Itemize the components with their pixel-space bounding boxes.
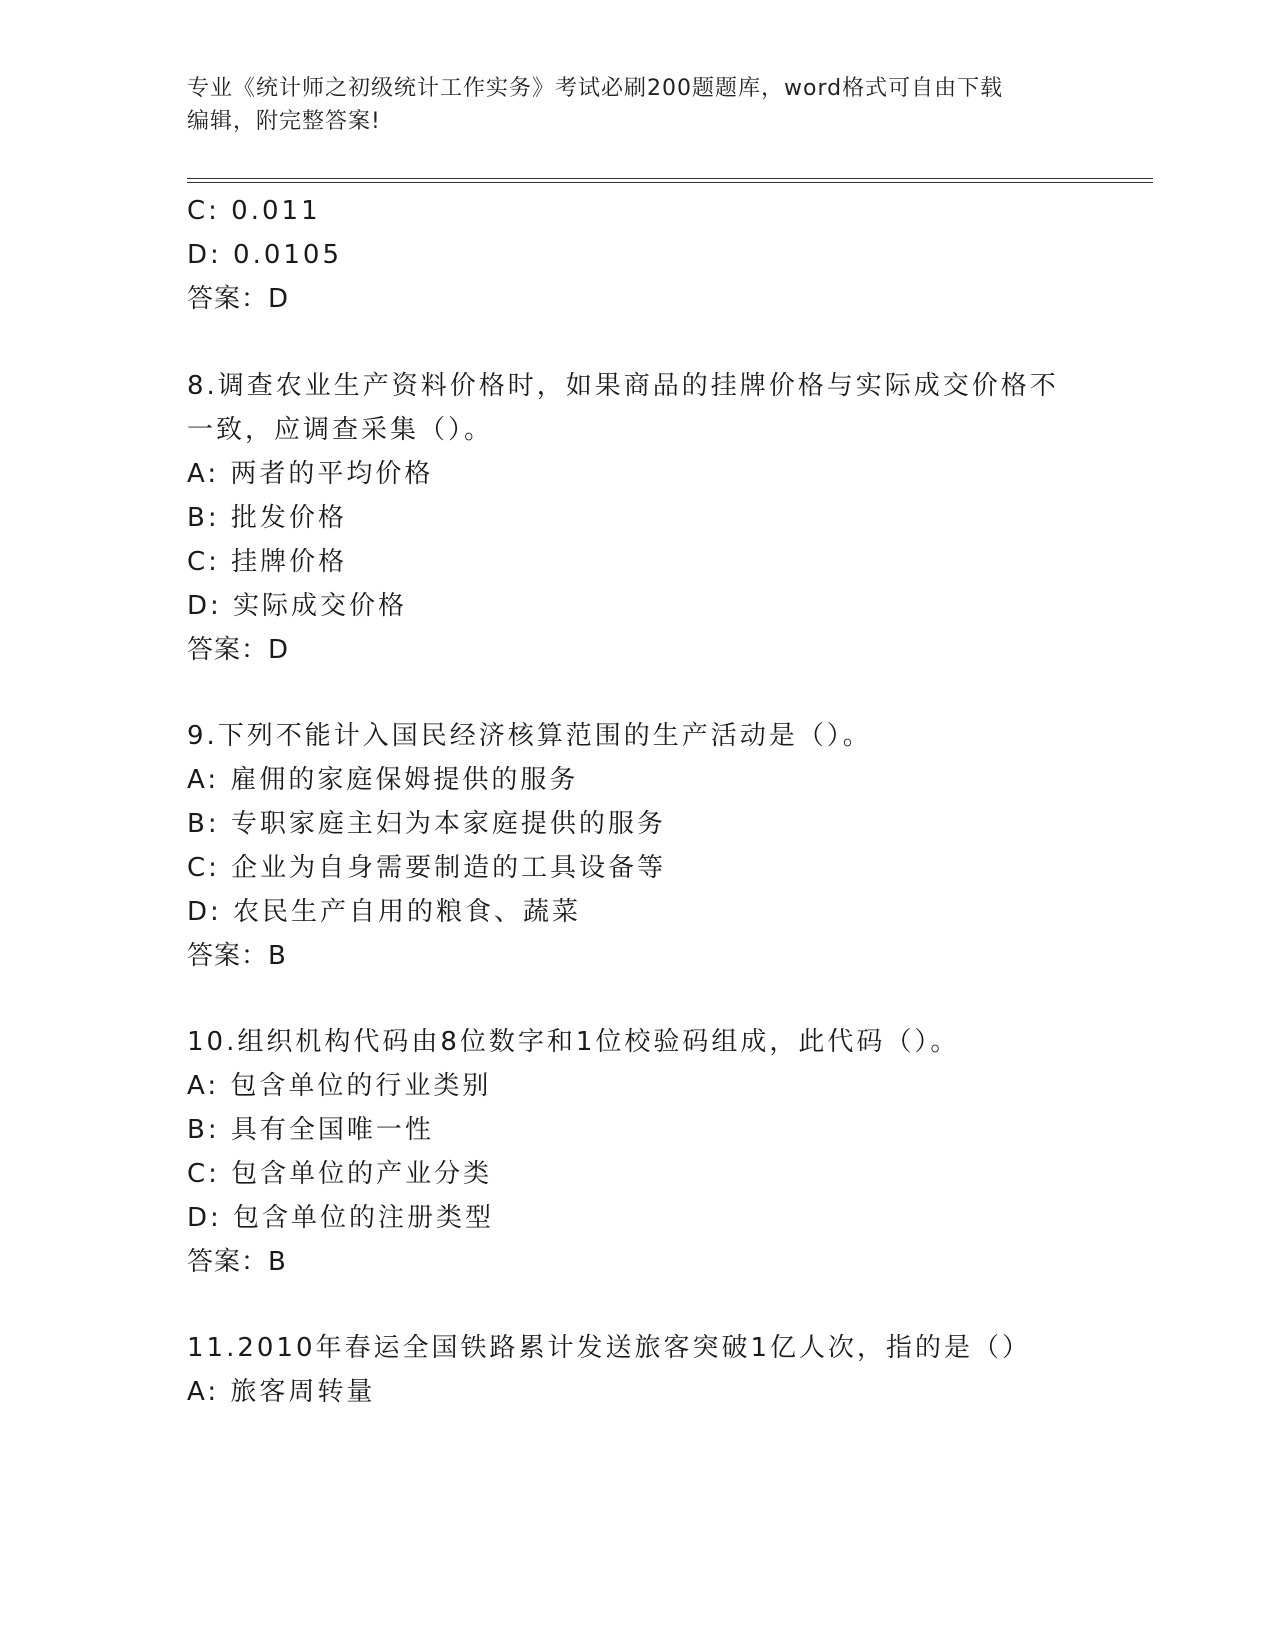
q10-option-c: C: 包含单位的产业分类 — [187, 1159, 493, 1189]
q10-option-d: D: 包含单位的注册类型 — [187, 1203, 495, 1233]
q8-stem-line2: 一致，应调查采集（）。 — [187, 415, 494, 445]
q9-option-d: D: 农民生产自用的粮食、蔬菜 — [187, 897, 582, 927]
header-divider-top — [187, 178, 1153, 179]
q8-option-b: B: 批发价格 — [187, 503, 347, 533]
q8-option-c: C: 挂牌价格 — [187, 547, 348, 577]
q7-option-d: D: 0.0105 — [187, 240, 343, 270]
q8-option-a: A: 两者的平均价格 — [187, 459, 434, 489]
q8-answer: 答案：D — [187, 635, 290, 665]
document-header — [187, 72, 1087, 138]
q9-option-b: B: 专职家庭主妇为本家庭提供的服务 — [187, 809, 666, 839]
q7-answer: 答案：D — [187, 284, 290, 314]
q11-option-a: A: 旅客周转量 — [187, 1377, 376, 1407]
q10-option-b: B: 具有全国唯一性 — [187, 1115, 434, 1145]
q10-answer: 答案：B — [187, 1247, 287, 1277]
header-title-line1: 专业《统计师之初级统计工作实务》考试必刷200题题库，word格式可自由下载 — [187, 76, 1004, 101]
q7-option-c: C: 0.011 — [187, 196, 321, 226]
q10-stem: 10.组织机构代码由8位数字和1位校验码组成，此代码（）。 — [187, 1027, 960, 1057]
q10-option-a: A: 包含单位的行业类别 — [187, 1071, 492, 1101]
q11-stem: 11.2010年春运全国铁路累计发送旅客突破1亿人次，指的是（） — [187, 1333, 1032, 1363]
q8-option-d: D: 实际成交价格 — [187, 591, 408, 621]
header-title-line2: 编辑，附完整答案! — [187, 109, 381, 134]
header-divider-bottom — [187, 182, 1153, 183]
q9-option-c: C: 企业为自身需要制造的工具设备等 — [187, 853, 667, 883]
q9-option-a: A: 雇佣的家庭保姆提供的服务 — [187, 765, 579, 795]
q9-stem: 9.下列不能计入国民经济核算范围的生产活动是（）。 — [187, 721, 872, 751]
q9-answer: 答案：B — [187, 941, 287, 971]
q8-stem-line1: 8.调查农业生产资料价格时，如果商品的挂牌价格与实际成交价格不 — [187, 371, 1059, 401]
